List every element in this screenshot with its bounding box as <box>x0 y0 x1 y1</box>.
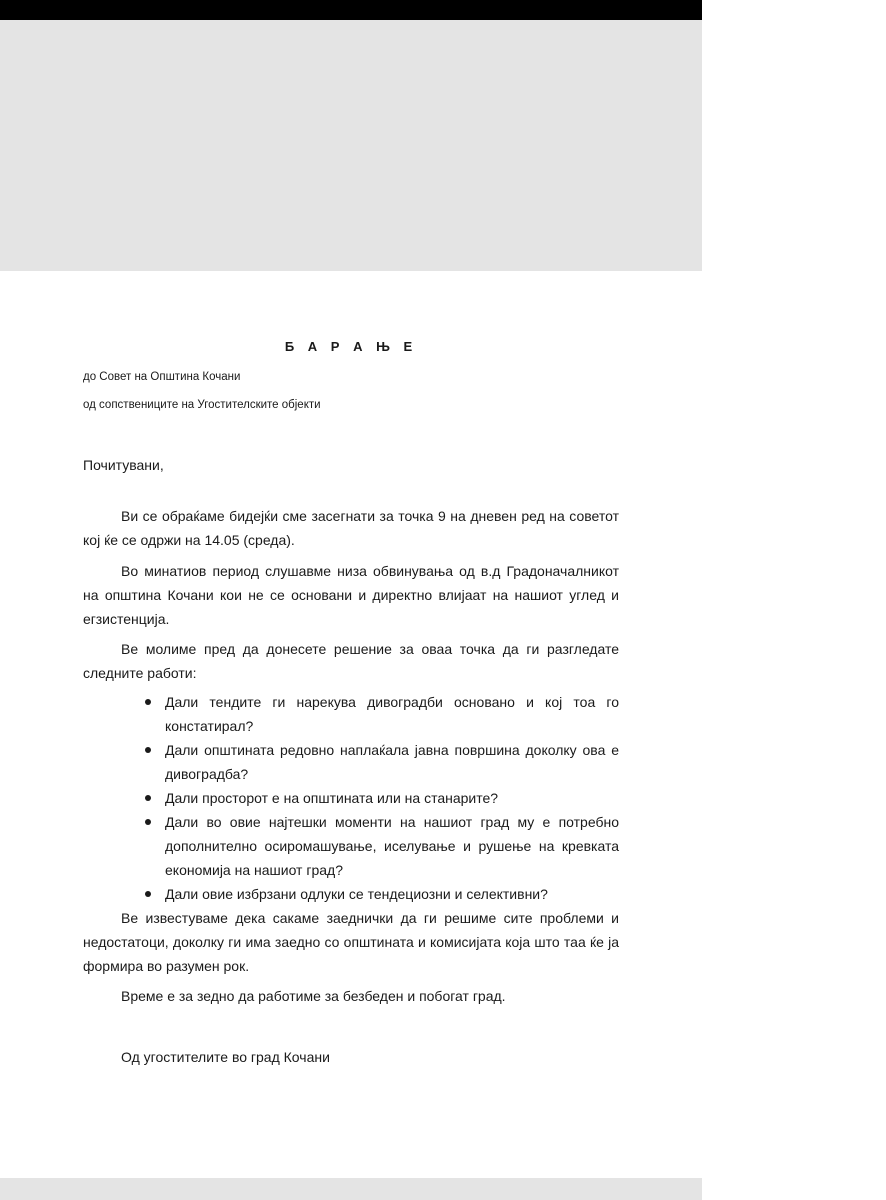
addressee-to: до Совет на Општина Кочани <box>83 371 241 383</box>
list-item <box>141 738 619 786</box>
greeting: Почитувани, <box>83 457 164 473</box>
list-item <box>141 690 619 738</box>
list-item-text: Дали просторот е на општината или на станарите? <box>165 790 499 806</box>
bullet-icon <box>145 795 151 801</box>
addressee-from: од сопствениците на Угостителските објекти <box>83 399 321 411</box>
paragraph-closing: Време е за зедно да работиме за безбеден и побогат град. <box>121 988 506 1004</box>
list-item-text: Дали во овие најтешки моменти на нашиот град му е потребно дополнително осиромашување, иселување и рушење на кревката економија на нашиот град? <box>165 814 619 878</box>
bullet-icon <box>145 819 151 825</box>
paragraph-accusations: Во минатиов период слушавме низа обвинувања од в.д Градоначалникот на општина Кочани кои не се основани и директно влијаат на нашиот углед и егзистенција. <box>83 563 619 627</box>
list-item <box>141 810 619 882</box>
list-item-text: Дали овие избрзани одлуки се тендециозни и селективни? <box>165 886 548 902</box>
top-bar <box>0 0 702 20</box>
bullet-icon <box>145 747 151 753</box>
paragraph-request: Ве молиме пред да донесете решение за оваа точка да ги разгледате следните работи: <box>83 641 619 681</box>
paragraph-cooperation: Ве известуваме дека сакаме заеднички да ги решиме сите проблеми и недостатоци, доколку ги има заедно со општината и комисијата која што таа ќе ја формира во разумен рок. <box>83 910 619 974</box>
list-item-text: Дали тендите ги нарекува дивоградби основано и кој тоа го констатирал? <box>165 694 619 734</box>
bullet-icon <box>145 699 151 705</box>
list-item <box>141 882 619 906</box>
bottom-band <box>0 1178 702 1200</box>
signature: Од угостителите во град Кочани <box>121 1049 330 1065</box>
list-item-text: Дали општината редовно наплаќала јавна површина доколку ова е дивоградба? <box>165 742 619 782</box>
gray-band <box>0 20 702 271</box>
paragraph-intro: Ви се обраќаме бидејќи сме засегнати за точка 9 на дневен ред на советот кој ќе се одржи на 14.05 (среда). <box>83 508 619 548</box>
question-list <box>141 690 619 906</box>
list-item <box>141 786 619 810</box>
document-page <box>0 271 702 1178</box>
bullet-icon <box>145 891 151 897</box>
document-title: Б А Р А Њ Е <box>284 339 418 354</box>
